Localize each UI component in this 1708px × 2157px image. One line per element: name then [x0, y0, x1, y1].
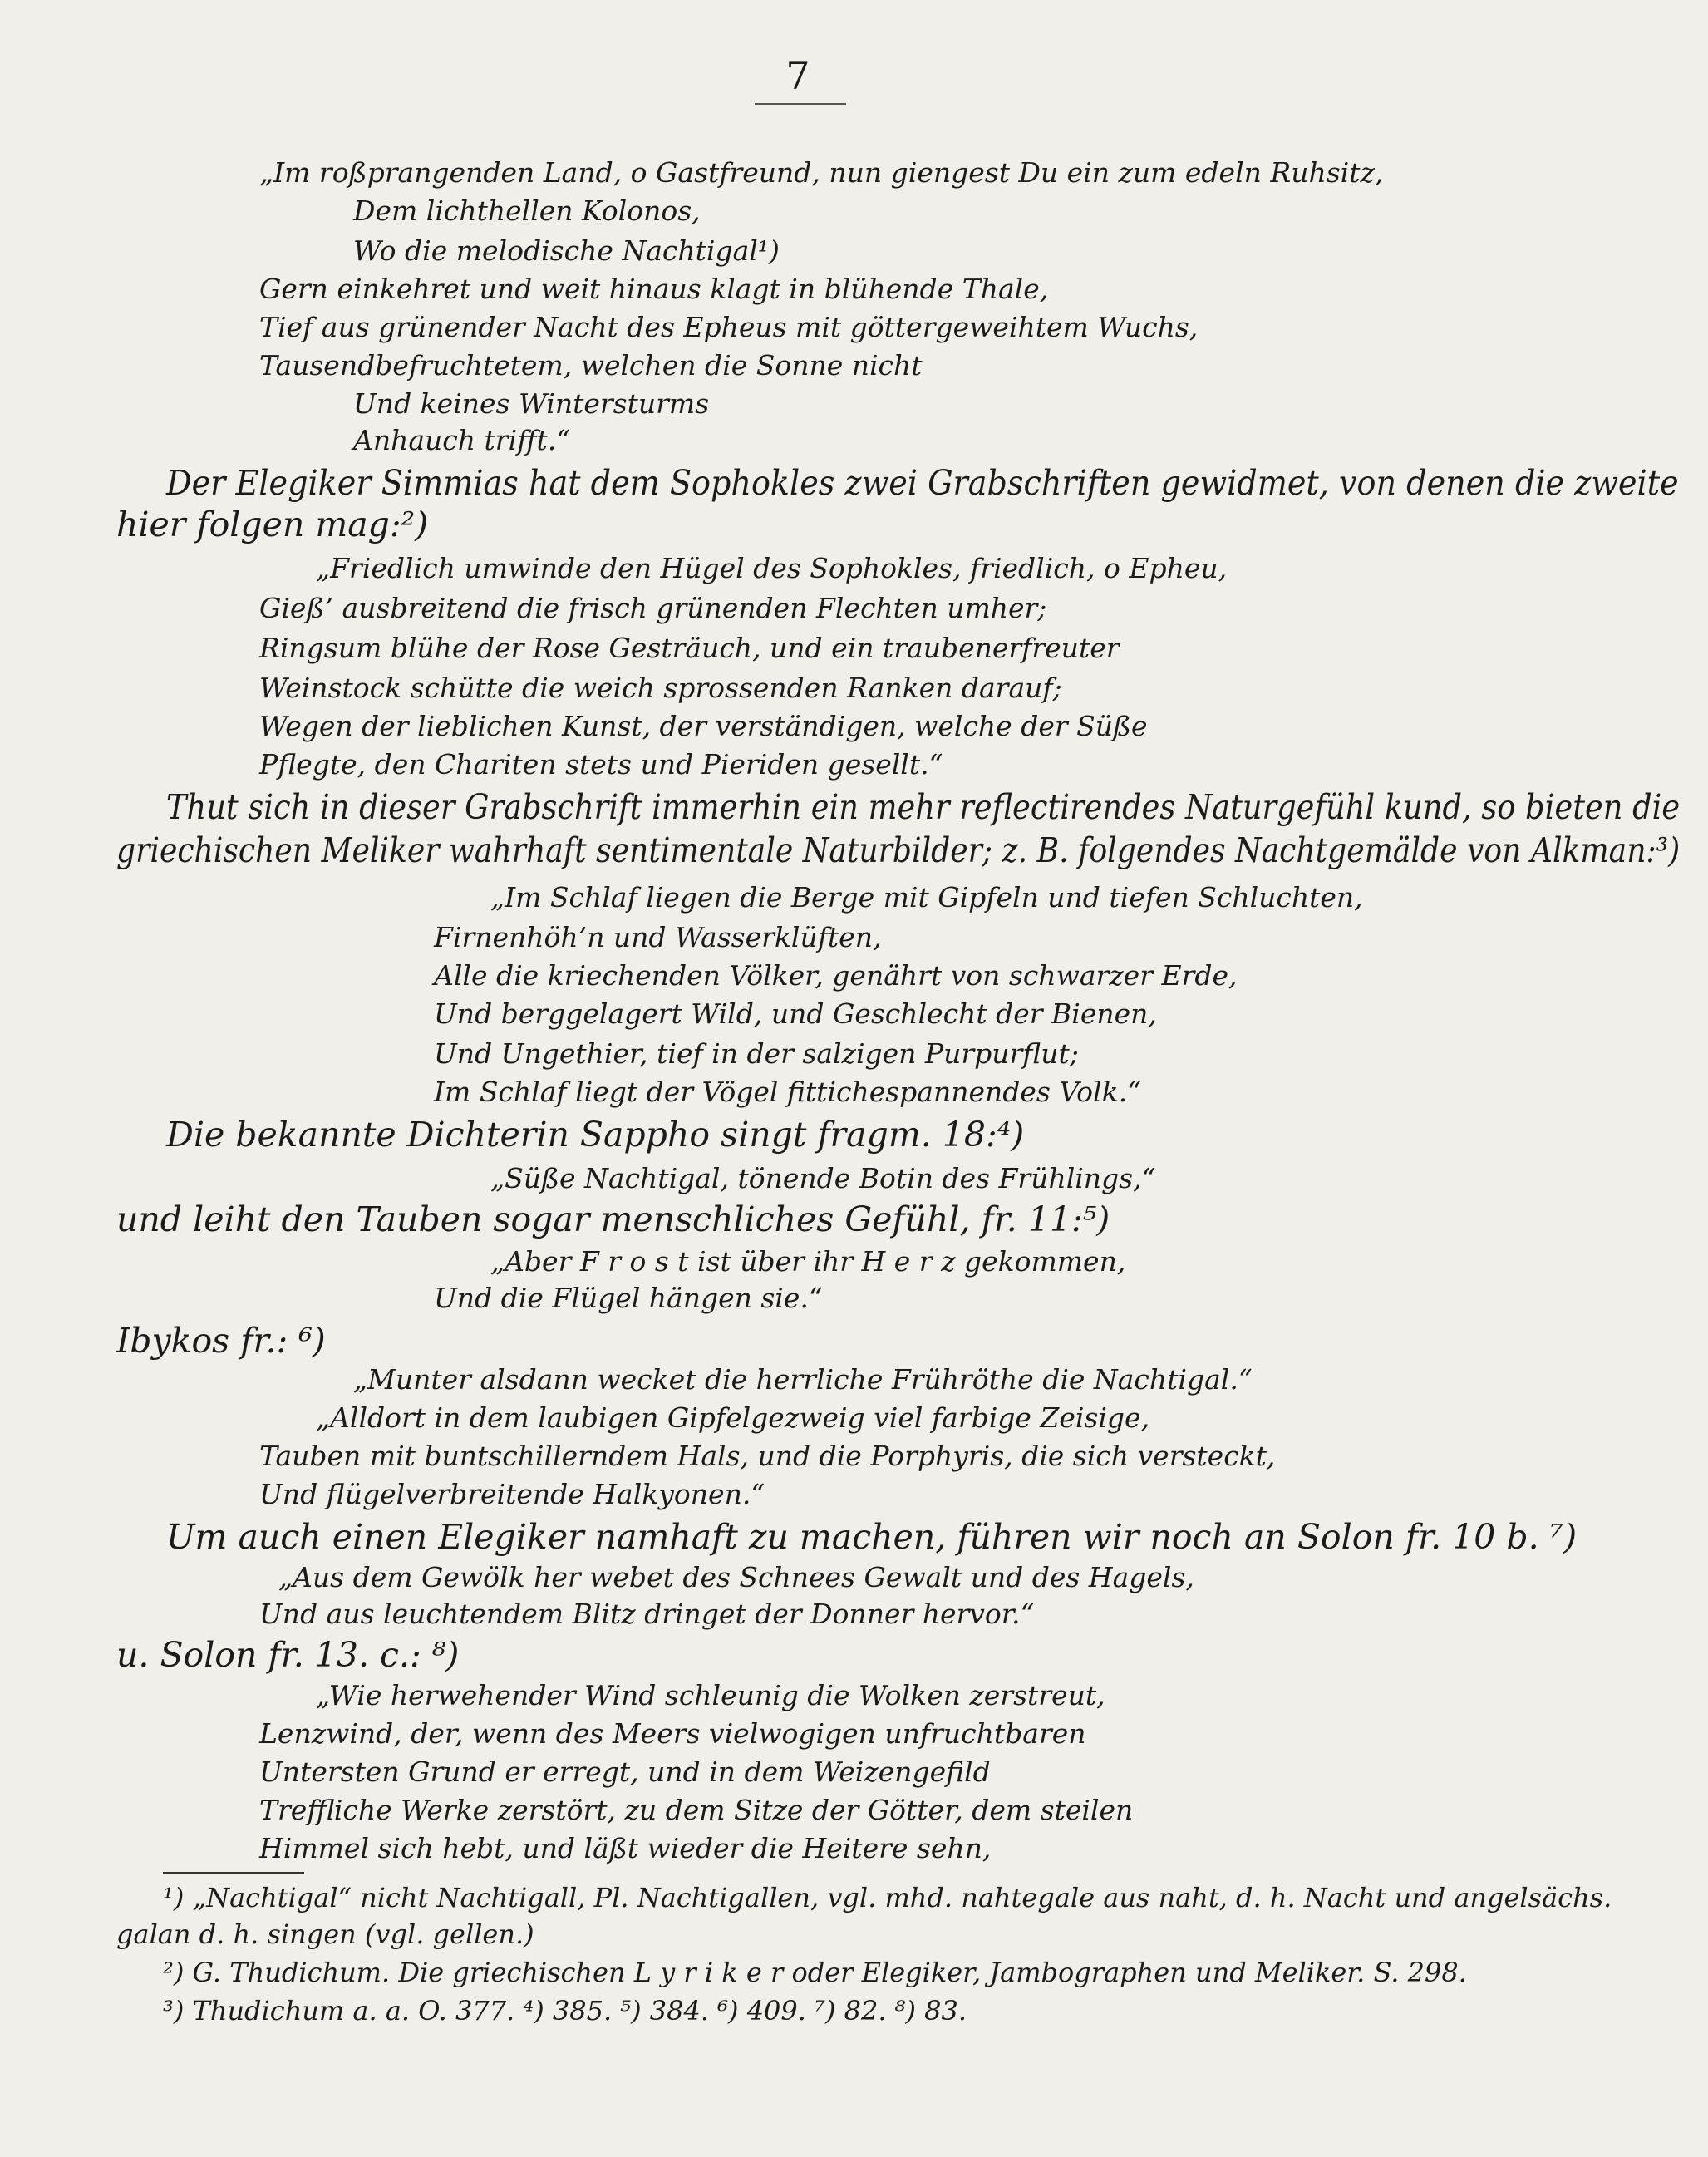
verse-line: „Im Schlaf liegen die Berge mit Gipfeln und tiefen Schluchten, — [490, 881, 1363, 914]
footnote: ²) G. Thudichum. Die griechischen L y r i k e r oder Elegiker, Jambographen und Meliker. S. 298. — [163, 1957, 1467, 1988]
verse-line: Dem lichthellen Kolonos, — [353, 195, 701, 227]
verse-line: Und berggelagert Wild, und Geschlecht der Bienen, — [434, 997, 1157, 1030]
verse-line: Tief aus grünender Nacht des Epheus mit göttergeweihtem Wuchs, — [259, 311, 1199, 343]
verse-line: Alle die kriechenden Völker, genährt von schwarzer Erde, — [434, 959, 1238, 992]
footnote: ¹) „Nachtigal“ nicht Nachtigall, Pl. Nachtigallen, vgl. mhd. nahtegale aus naht, d. h. Nacht und angelsächs. — [163, 1882, 1612, 1913]
paragraph-line: Um auch einen Elegiker namhaft zu machen, führen wir noch an Solon fr. 10 b. ⁷) — [166, 1517, 1578, 1557]
verse-line: Wegen der lieblichen Kunst, der verständigen, welche der Süße — [259, 710, 1148, 742]
page-number: 7 — [785, 53, 810, 98]
verse-line: Himmel sich hebt, und läßt wieder die Heitere sehn, — [259, 1832, 992, 1864]
verse-line: Treffliche Werke zerstört, zu dem Sitze der Götter, dem steilen — [259, 1794, 1134, 1826]
verse-line: „Süße Nachtigal, tönende Botin des Frühlings,“ — [490, 1162, 1156, 1194]
paragraph-line: Der Elegiker Simmias hat dem Sophokles zwei Grabschriften gewidmet, von denen die zweite — [166, 463, 1679, 503]
paragraph-line: u. Solon fr. 13. c.: ⁸) — [116, 1635, 460, 1675]
verse-line: Und Ungethier, tief in der salzigen Purpurflut; — [434, 1037, 1079, 1070]
verse-line: Tausendbefruchtetem, welchen die Sonne nicht — [259, 349, 923, 382]
verse-line: „Aber F r o s t ist über ihr H e r z gekommen, — [490, 1245, 1126, 1278]
verse-line: Untersten Grund er erregt, und in dem Weizengefild — [259, 1756, 991, 1788]
page-number-rule — [755, 103, 846, 105]
paragraph-line: und leiht den Tauben sogar menschliches Gefühl, fr. 11:⁵) — [116, 1199, 1110, 1239]
verse-line: Und aus leuchtendem Blitz dringet der Donner hervor.“ — [259, 1598, 1035, 1630]
footnote: galan d. h. singen (vgl. gellen.) — [116, 1918, 534, 1950]
paragraph-line: Ibykos fr.: ⁶) — [116, 1321, 326, 1361]
paragraph-line: hier folgen mag:²) — [116, 505, 429, 544]
verse-line: Gieß’ ausbreitend die frisch grünenden Flechten umher; — [259, 592, 1047, 624]
verse-line: Und keines Wintersturms — [353, 387, 710, 420]
footnote-rule — [163, 1872, 304, 1874]
verse-line: „Alldort in dem laubigen Gipfelgezweig viel farbige Zeisige, — [316, 1401, 1150, 1434]
paragraph-line: griechischen Meliker wahrhaft sentimentale Naturbilder; z. B. folgendes Nachtgemälde von Alkman:³) — [116, 830, 1681, 870]
verse-line: Weinstock schütte die weich sprossenden Ranken darauf; — [259, 672, 1062, 704]
verse-line: Ringsum blühe der Rose Gesträuch, und ein traubenerfreuter — [259, 632, 1120, 664]
verse-line: Wo die melodische Nachtigal¹) — [353, 234, 780, 267]
verse-line: Anhauch trifft.“ — [353, 424, 571, 456]
verse-line: Und flügelverbreitende Halkyonen.“ — [259, 1478, 765, 1510]
verse-line: „Friedlich umwinde den Hügel des Sophokles, friedlich, o Epheu, — [316, 552, 1228, 584]
verse-line: Im Schlaf liegt der Vögel fittichespannendes Volk.“ — [434, 1076, 1141, 1108]
verse-line: „Munter alsdann wecket die herrliche Frühröthe die Nachtigal.“ — [353, 1363, 1253, 1396]
verse-line: Tauben mit buntschillerndem Hals, und die Porphyris, die sich versteckt, — [259, 1440, 1276, 1472]
verse-line: „Im roßprangenden Land, o Gastfreund, nun giengest Du ein zum edeln Ruhsitz, — [259, 156, 1384, 189]
verse-line: Firnenhöh’n und Wasserklüften, — [434, 921, 882, 953]
verse-line: „Wie herwehender Wind schleunig die Wolken zerstreut, — [316, 1679, 1105, 1711]
paragraph-line: Thut sich in dieser Grabschrift immerhin ein mehr reflectirendes Naturgefühl kund, so bieten die — [166, 787, 1681, 827]
footnote: ³) Thudichum a. a. O. 377. ⁴) 385. ⁵) 384. ⁶) 409. ⁷) 82. ⁸) 83. — [163, 1995, 967, 2026]
verse-line: Pflegte, den Chariten stets und Pieriden gesellt.“ — [259, 748, 943, 781]
verse-line: Und die Flügel hängen sie.“ — [434, 1282, 823, 1314]
verse-line: Gern einkehret und weit hinaus klagt in blühende Thale, — [259, 273, 1049, 305]
paragraph-line: Die bekannte Dichterin Sappho singt fragm. 18:⁴) — [166, 1115, 1025, 1155]
verse-line: Lenzwind, der, wenn des Meers vielwogigen unfruchtbaren — [259, 1717, 1086, 1750]
verse-line: „Aus dem Gewölk her webet des Schnees Gewalt und des Hagels, — [278, 1561, 1194, 1593]
